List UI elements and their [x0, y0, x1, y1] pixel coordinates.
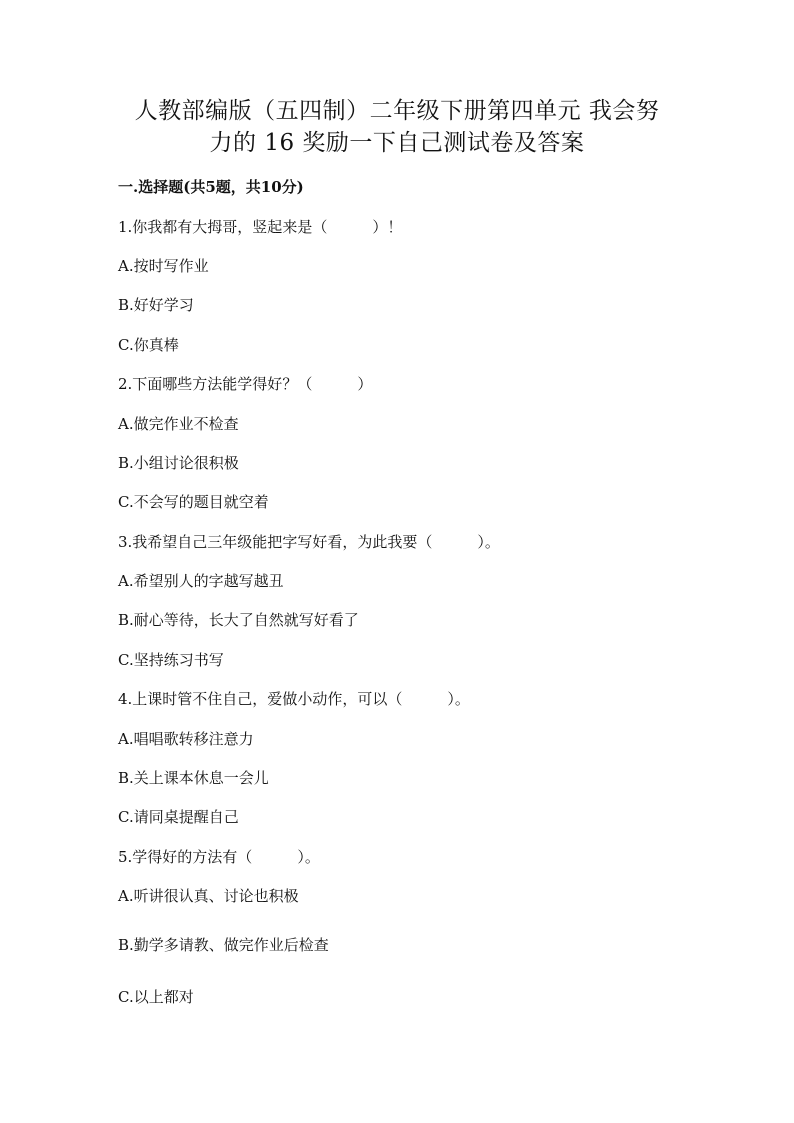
question-5-option-a: A.听讲很认真、讨论也积极	[118, 887, 299, 905]
question-1-option-b: B.好好学习	[118, 296, 194, 314]
question-4-option-a: A.唱唱歌转移注意力	[118, 730, 254, 748]
page-title-line-2: 力的 16 奖励一下自己测试卷及答案	[209, 130, 585, 156]
question-3-option-a: A.希望别人的字越写越丑	[118, 572, 284, 590]
question-3-option-b: B.耐心等待，长大了自然就写好看了	[118, 611, 359, 629]
question-5-option-b: B.勤学多请教、做完作业后检查	[118, 936, 329, 954]
question-1-stem: 1.你我都有大拇哥，竖起来是（ ）！	[118, 218, 403, 236]
question-4-stem: 4.上课时管不住自己，爱做小动作，可以（ ）。	[118, 690, 470, 708]
question-5-stem: 5.学得好的方法有（ ）。	[118, 848, 320, 866]
question-5-option-c: C.以上都对	[118, 988, 194, 1006]
question-3-stem: 3.我希望自己三年级能把字写好看，为此我要（ ）。	[118, 533, 500, 551]
question-2-option-b: B.小组讨论很积极	[118, 454, 239, 472]
question-2-option-a: A.做完作业不检查	[118, 415, 239, 433]
question-4-option-b: B.关上课本休息一会儿	[118, 769, 269, 787]
question-1-option-a: A.按时写作业	[118, 257, 209, 275]
question-2-option-c: C.不会写的题目就空着	[118, 493, 269, 511]
question-4-option-c: C.请同桌提醒自己	[118, 808, 239, 826]
question-1-option-c: C.你真棒	[118, 336, 179, 354]
question-2-stem: 2.下面哪些方法能学得好？（ ）	[118, 375, 373, 393]
page-title-line-1: 人教部编版（五四制）二年级下册第四单元 我会努	[134, 98, 660, 124]
question-3-option-c: C.坚持练习书写	[118, 651, 224, 669]
section-heading: 一.选择题(共5题，共10分)	[118, 178, 304, 196]
